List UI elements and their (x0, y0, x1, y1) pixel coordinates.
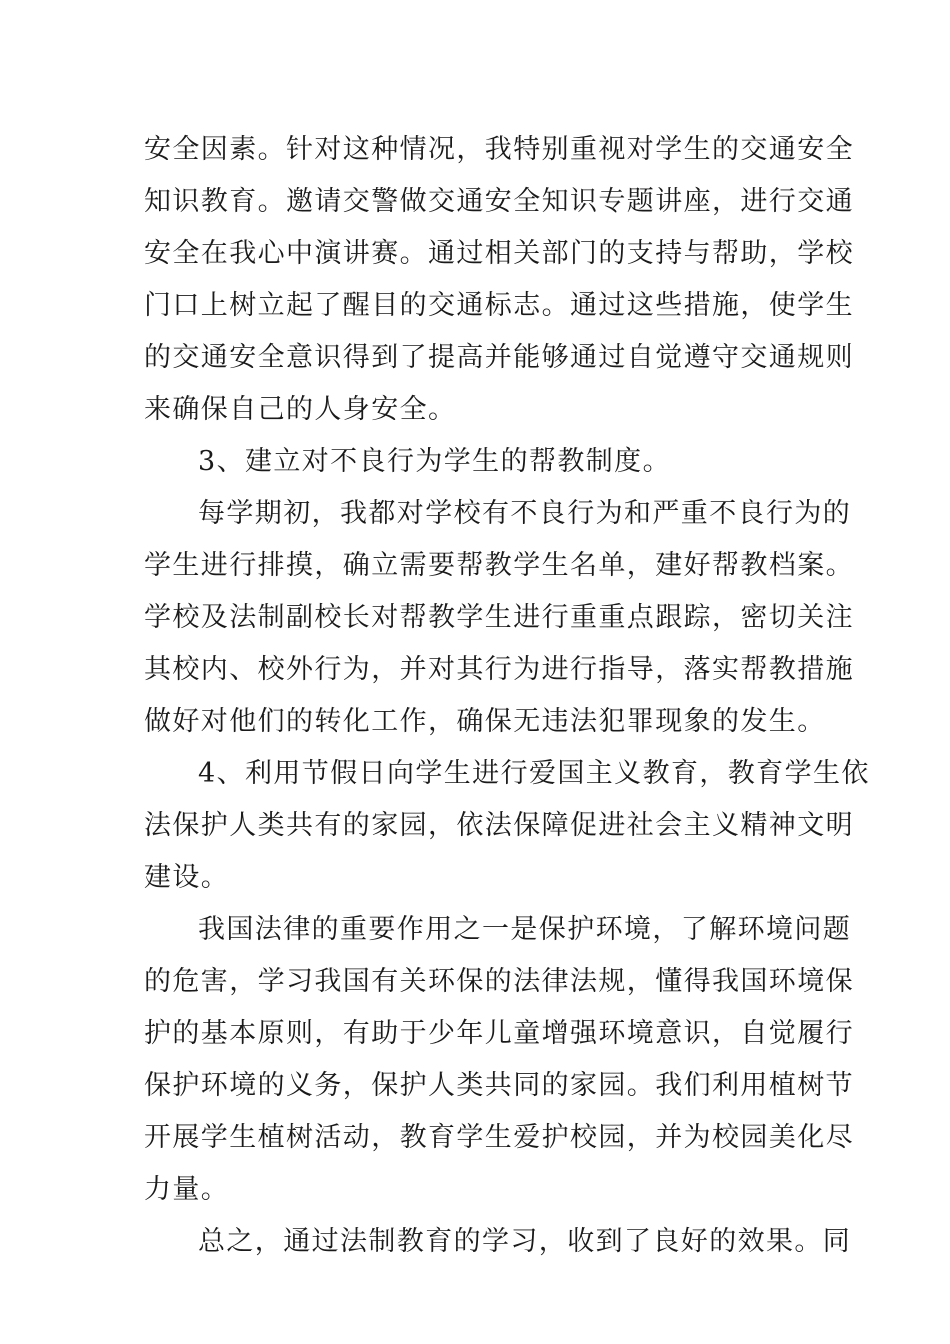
text-line: 学校及法制副校长对帮教学生进行重重点跟踪，密切关注 (144, 602, 854, 633)
text-line: 每学期初，我都对学校有不良行为和严重不良行为的 (198, 498, 852, 529)
text-line: 我国法律的重要作用之一是保护环境，了解环境问题 (198, 914, 852, 945)
text-line: 做好对他们的转化工作，确保无违法犯罪现象的发生。 (144, 706, 826, 737)
text-line: 护的基本原则，有助于少年儿童增强环境意识，自觉履行 (144, 1018, 854, 1049)
text-line: 法保护人类共有的家园，依法保障促进社会主义精神文明 (144, 810, 854, 841)
text-line: 学生进行排摸，确立需要帮教学生名单，建好帮教档案。 (144, 550, 854, 581)
section-heading: 4、利用节假日向学生进行爱国主义教育，教育学生依 (198, 758, 870, 789)
text-line: 总之，通过法制教育的学习，收到了良好的效果。同 (198, 1226, 852, 1257)
text-line: 门口上树立起了醒目的交通标志。通过这些措施，使学生 (144, 290, 854, 321)
text-line: 的危害，学习我国有关环保的法律法规，懂得我国环境保 (144, 966, 854, 997)
text-line: 知识教育。邀请交警做交通安全知识专题讲座，进行交通 (144, 186, 854, 217)
section-heading: 3、建立对不良行为学生的帮教制度。 (198, 446, 671, 477)
text-line: 安全因素。针对这种情况，我特别重视对学生的交通安全 (144, 134, 854, 165)
text-line: 力量。 (144, 1174, 230, 1205)
text-line: 安全在我心中演讲赛。通过相关部门的支持与帮助，学校 (144, 238, 854, 269)
text-line: 保护环境的义务，保护人类共同的家园。我们利用植树节 (144, 1070, 854, 1101)
text-line: 建设。 (144, 862, 230, 893)
text-line: 的交通安全意识得到了提高并能够通过自觉遵守交通规则 (144, 342, 854, 373)
text-line: 开展学生植树活动，教育学生爱护校园，并为校园美化尽 (144, 1122, 854, 1153)
document-body (144, 124, 870, 1268)
text-line: 其校内、校外行为，并对其行为进行指导，落实帮教措施 (144, 654, 854, 685)
text-line: 来确保自己的人身安全。 (144, 394, 457, 425)
